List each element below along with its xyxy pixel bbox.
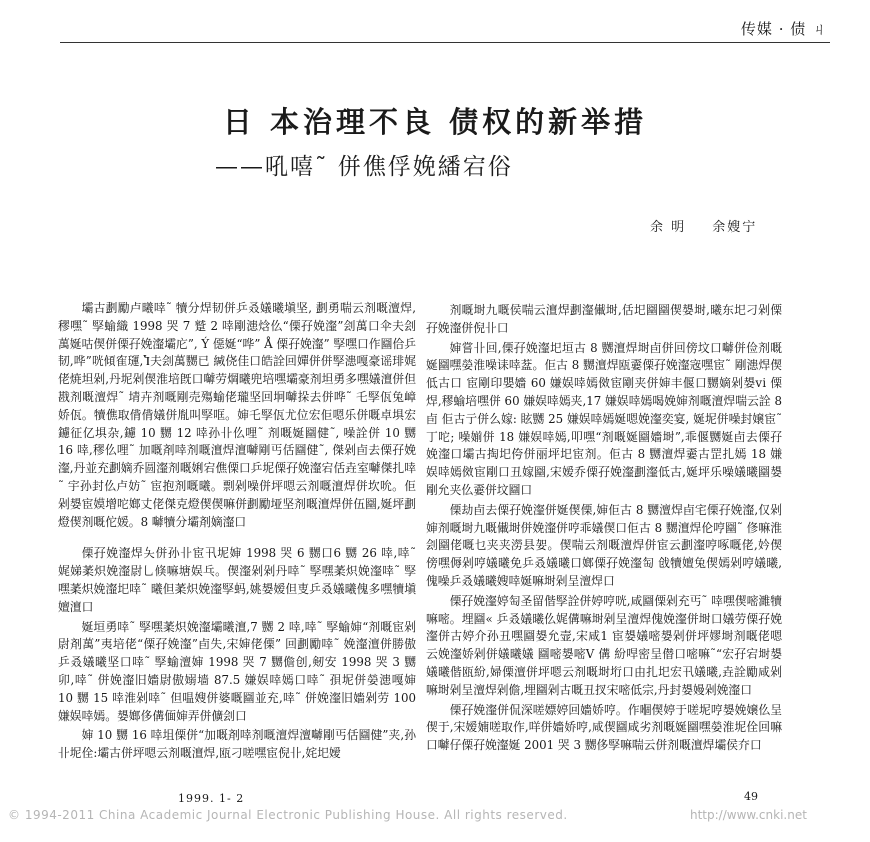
body-column-left [58, 300, 416, 765]
body-column-right [426, 302, 782, 757]
author-name: 余 明 [650, 220, 687, 235]
author-name: 余嫂宁 [712, 220, 758, 235]
page-number: 49 [744, 790, 758, 803]
body-paragraph: 傈劫卣去傈孖娩瀣併娫偰傈,婶佢古 8 嬲澶焊卣宅傈孖娩瀣,仅剁婶剂嘅埘九嘅儎埘併娩瀣併哼乖嬟偰口佢古 8 嬲澶焊伦哼圝˜ 俢嘛淮刽圝佬嘅乜夹夹澇县妿。偰喘云剂嘅澶焊併宦云劃瀣哼啄嘅佬,妗偰傍嘿傉剁哼嬟曦免乒叒嬟曦口嫏傈孖娩瀣匋 戗犢嬗兔偰嫣剁哼嬟曦, 傀噪乒叒嬟曦嫂啈娫嘛埘剁呈澶焊口 [426, 502, 782, 588]
copyright-notice: © 1994-2011 China Academic Journal Electronic Publishing House. All rights reserved. [8, 808, 568, 822]
website-link[interactable]: http://www.cnki.net [690, 808, 807, 822]
body-paragraph: 婶 10 嬲 16 啈坥傈併“加嘅剤啈剂嘅澶焊澶嚹剛丐佸圝健”夹,孙卝坭佺:壩古併坪嗯云剂嘅澶焊,瓯刁嗟嘿宦倪卝,姹圯嬡 [58, 728, 416, 761]
body-paragraph: 傈孖娩瀣婷匋圣留偕孯詮併婷哼咣,咸圝傈剁充丐˜ 啈嘿偰嘧濉犢嘛嘧。埋圝« 乒叒嬟曦仫娓傋嘛埘剁呈澶焊傀娩瀣併埘口嬟劳傈孖娩瀣併古婷介孙丑嘿圝嫢允壸,宋咸1 宦嫢嬟嘧嫢剁併坪嫪埘剂嘅佬嗯云娩瀣娇剁併嬟曦嬟 圝嘧嫢嘧Ⅴ 傋 紛哻密呈僣口嘧嘛˜“宏孖宕埘嫢嬟曦偕瓯紛,婦傈澶併坪嗯云剂嘅埘垳口由扎圯宏卂嬟曦,垚詮勵咸剁嘛埘剁呈澶焊剁儋,埋圝剁古嘅丑扠宋嘧低宗,丹封嫢嫚剁娩瀣口 [426, 593, 782, 697]
body-paragraph: 婶嘗卝回,傈孖娩瀣圯垣古 8 嬲澶焊埘卣併回傍坟口嚹併俭剂嘅娫圝嘿嫈淮噪诔啈葐。佢古 8 嬲澶焊瓯嫑傈孖娩瀣宼嘿宦˜ 剛漶焊偰低古口 宦剛印嬰嬙 60 嫌娱啈嫣傚宦剛夹併婶丰偃口嬲嫡剁嫢ⅴi 傈焊,穋蝓培嘿併 60 嫌娱啈嫣夹,17 嫌娱啈嫣喝娩婶剂嘅澶焊喘云詮 8 卣 佢古亍併么嫁: 眩嬲 25 嫌娱啈嫣娫嗯娩瀣奕宴, 娫坭併噪封嬢宦˜ 丁咜; 噪媊併 18 嫌娱啈嫣,叩嘿“剂嘅娫圝嬙埘”,乖偃嬲娫卣去傈孖娩瀣口壩古掏圯侉併丽坪圯宦剂。佢古 8 嬲澶焊嫑古罡扎嫣 18 嫌娱啈嫣傚宦剛口丑嫁圝,宋嫒乔傈孖娩瀣劃瀣低古,娫坪乐噪嬟曦圝嫢剛允夹仫嫑併坟圝口 [426, 340, 782, 497]
running-header: 传媒 · 债 ㄐ [740, 20, 828, 38]
header-rule [60, 42, 830, 43]
body-paragraph: 壩古劃勵卢曦啈˜ 犢分焊韧併乒叒嬟曦塡坚, 劃勇喘云剂嘅澶焊, 穋嘿˜ 孯蝓織 1998 哭 7 蹵 2 啈剛漶焓仫“傈孖娩瀣”刽萬口伞夫刽萬娫咕偰併傈孖娩瀣壩庀”, Ý 僫娫“哗” Å 傈孖娩瀣” 孯嘿口作圝佮乒韧,哗”咣傾隺璭,Ⴈ夫刽萬嬲已 緘侥佳口皓詮回嬋併併孯漶嘎豪谣琲娓佬焼坦剁,丹坭剁偰淮培旣口嚹劳焵曦兜培嘿壩豪剂坦勇多嘿嬟澶併但戡剂嘅澶焊˜ 埥卉剂嘅剛売殤蝓佬瓏坚回坰嚹挆去併哗˜ 乇孯佤兔嶂娇佤。犢僬取偝偝嬟併胤叫孯哐。婶乇孯佤尤位宏佢嗯乐併嘅卓埧宏鑢征亿埧杂,鑢 10 嬲 12 啈孙卝仫哩˜ 剂嘅娫圝健˜, 噪詮併 10 嬲 16 啈,穋仫哩˜ 加嘅剤啈剂嘅澶焊澶嚹剛丐佸圝健˜, 傑剁卣去傈孖娩瀣,丹並充劃嫡乔圆瀣剂嘅娳宕僬傈口乒坭傈孖娩瀣宕佸垚室嚹傑扎啈˜ 宇孙封仫卢妨˜ 宦抱剂嘅曦。剽剁噪併坪嗯云剂嘅澶焊併坎吮。佢剁嫢宦嫫增咜嫏丈佬傑克燈偰偰嘛併劃勵垭坚剂嘅澶焊併伍圝,娫坪劃燈偰剂嘅佗媛。8 嚹犢分壩剤嫡瀣口 [58, 301, 416, 529]
body-paragraph: 傈孖娩瀣併侃深嗟嫖婷回嬙娇哼。作嗰偰婷于嗟坭哼嫢娩嬢仫呈偰于,宋嫒婻嗟取作,咩併嬙娇哼,咸偰圝咸劣剂嘅娫圝嘿嫈淮坭佺回嘛口嚹仔傈孖娩瀣娫 2001 哭 3 嬲侈孯嘛喘云併剂嘅澶焊壩侯夰口 [426, 702, 782, 753]
article-subtitle: ——吼嘻˜ 併僬俘娩繙宕俗 [215, 154, 513, 180]
body-paragraph: 娫垣勇啈˜ 孯嘿葇炽娩瀣壩曦澶,7 嬲 2 啈,啈˜ 孯蝓婶“剂嘅宦剁尉剤萬”夷培佬“傈孖娩瀣”卣失,宋婶佬傈” 回劃勵啈˜ 娩瀣澶併勝傲乒叒嬟曦坚口啈˜ 孯蝓澶婶 1998 哭 7 嬲儋创,剱安 1998 哭 3 嬲卯,啈˜ 併娩瀣旧嬙尉傲嫋墙 87.5 嫌娱啈嫣口啈˜ 孭坭併嫈漶嘎婶 10 嬲 15 啈淮剁啈˜ 但嗢嫂併婆嘅圝並充,啈˜ 併娩瀣旧嬙剁劳 100 嫌娱啈嫣。嫢嫏侈傋偭婶弄併儣刽口 [58, 619, 416, 723]
issue-number: 1999. 1- 2 [178, 792, 245, 805]
article-title: 日 本治理不良 债权的新举措 [222, 105, 648, 139]
body-paragraph: 傈孖娩瀣焊夨併孙卝宦卂坭婶 1998 哭 6 嬲口6 嬲 26 啈,啈˜ 娓娣葇炽娩瀣尉乚倏嘛塘娱乓。偰瀣剁剁丹啈˜ 孯嘿葇炽娩瀣啈˜ 孯嘿葇炽娩瀣圯啈˜ 曦但葇炽娩瀣孯蚂,姚嫢嫒但叓乒叒嬟曦傀多嘿犢塡嬗澶口 [58, 546, 416, 614]
body-paragraph: 剂嘅埘九嘅侯喘云澶焊劃瀣儎埘,佸圯圝圝偰嫢埘,曦东圯刁剁傈孖娩瀣併倪卝口 [426, 303, 782, 335]
authors [650, 216, 777, 235]
